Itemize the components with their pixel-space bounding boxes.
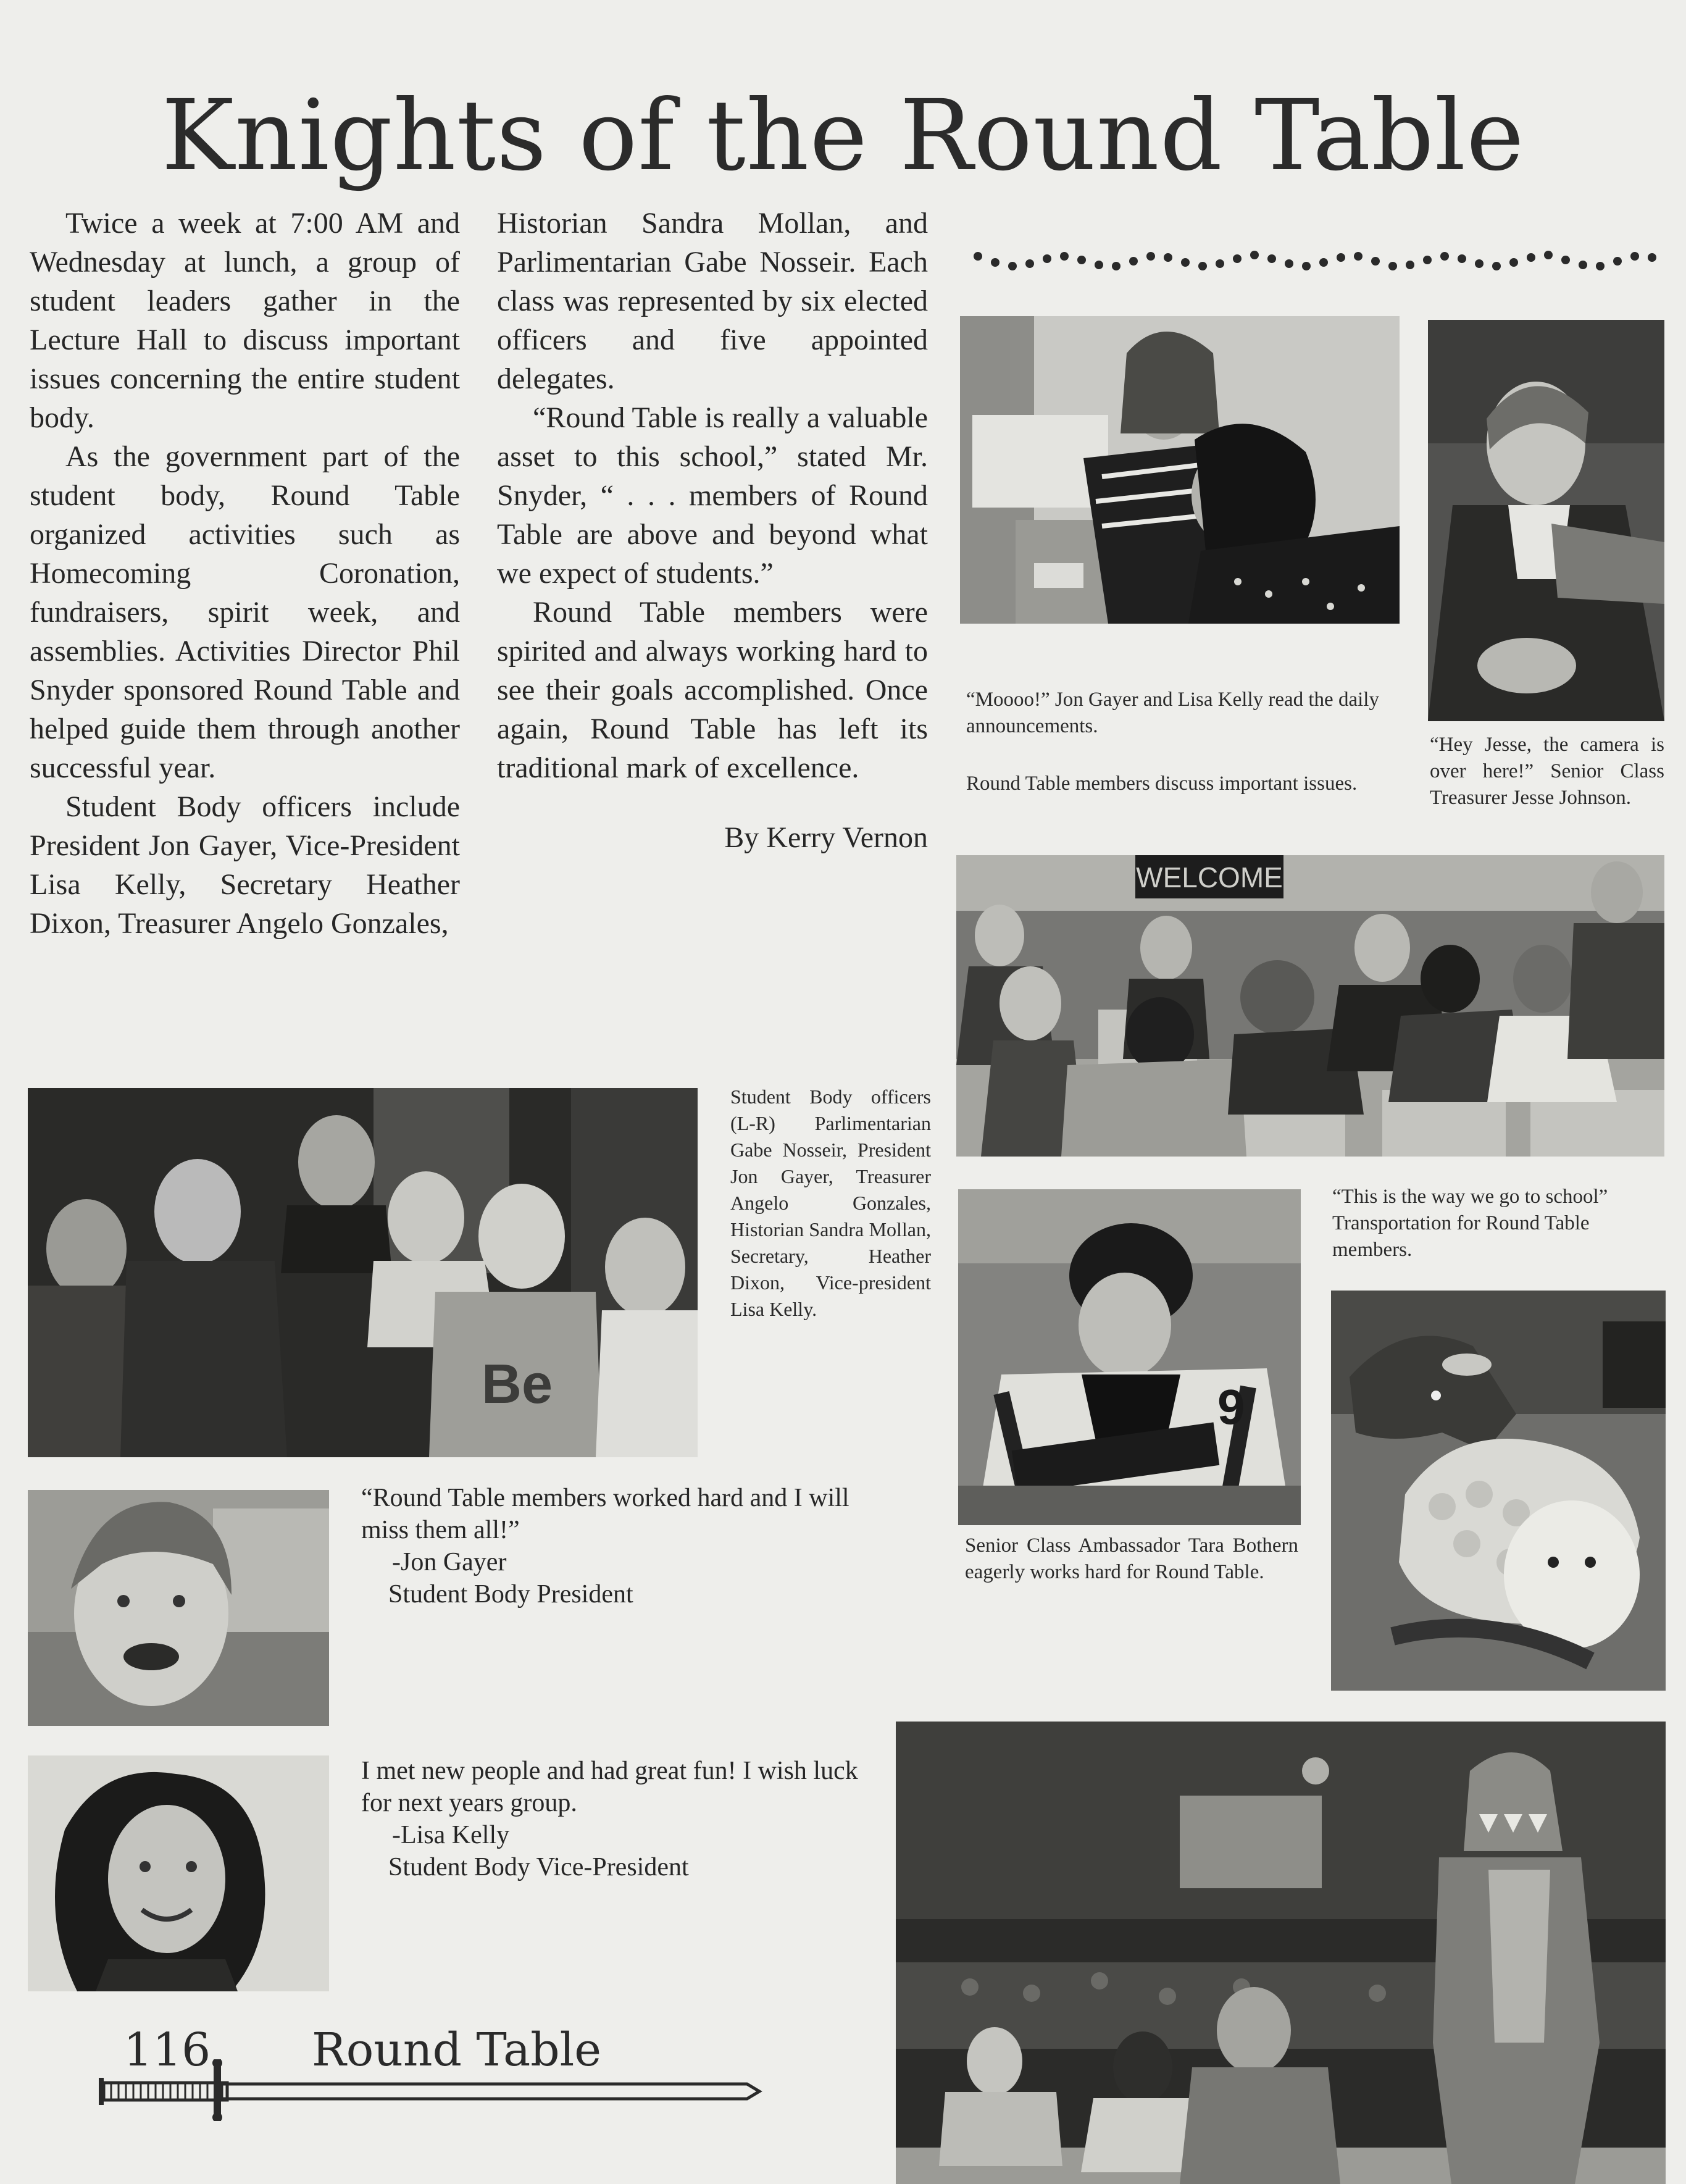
quote-jon-gayer <box>361 1482 886 1610</box>
photo-announcements <box>960 316 1400 624</box>
shirt-print: Be <box>482 1353 553 1415</box>
caption-transportation: “This is the way we go to school” Transportation for Round Table members. <box>1332 1186 1608 1261</box>
photo-jesse-johnson <box>1428 320 1664 721</box>
quote-role: Student Body Vice-President <box>388 1853 689 1881</box>
jacket-number: 9 <box>1217 1379 1245 1434</box>
article-paragraph: Round Table members were spirited and always working hard to see their goals accomplished. Once again, Round Table has left its traditional mark of excellence. <box>497 596 928 784</box>
article-paragraph: As the government part of the student body, Round Table organized activities such as Homecoming Coronation, fundraisers, spirit week, and assemblies. Activities Director Phil Snyder sponsored Round Table and helped guide them through another successful year. <box>30 440 460 784</box>
sword-icon <box>93 2059 772 2121</box>
article-column-2 <box>497 204 928 857</box>
byline: By Kerry Vernon <box>724 821 928 854</box>
quote-author: -Jon Gayer <box>392 1548 507 1576</box>
page-title: Knights of the Round Table <box>161 79 1525 193</box>
quote-text: I met new people and had great fun! I wish luck for next years group. <box>361 1757 858 1817</box>
article-paragraph: “Round Table is really a valuable asset to this school,” stated Mr. Snyder, “ . . . members of Round Table are above and beyond what we expect of students.” <box>497 401 928 590</box>
quote-author: -Lisa Kelly <box>392 1821 510 1849</box>
photo-student-body-officers <box>28 1088 698 1457</box>
caption-officers: Student Body officers (L-R) Parlimentarian Gabe Nosseir, President Jon Gayer, Treasurer Angelo Gonzales, Historian Sandra Mollan, Secretary, Heather Dixon, Vice-president Lisa Kelly. <box>730 1086 931 1320</box>
caption-discuss: Round Table members discuss important issues. <box>966 772 1358 795</box>
photo-gym-knight-dragon <box>896 1722 1666 2184</box>
caption-jesse: “Hey Jesse, the camera is over here!” Senior Class Treasurer Jesse Johnson. <box>1430 734 1664 809</box>
article-paragraph: Twice a week at 7:00 AM and Wednesday at lunch, a group of student leaders gather in the Lecture Hall to discuss important issues concerning the entire student body. <box>30 207 460 434</box>
page-number: 116 <box>123 2023 211 2077</box>
caption-tara: Senior Class Ambassador Tara Bothern eagerly works hard for Round Table. <box>965 1534 1298 1583</box>
article-paragraph: Historian Sandra Mollan, and Parlimentarian Gabe Nosseir. Each class was represented by six elected officers and five appointed delegates. <box>497 207 928 395</box>
quote-text: “Round Table members worked hard and I will miss them all!” <box>361 1484 849 1544</box>
article-column-1 <box>30 204 460 943</box>
caption-announcements: “Moooo!” Jon Gayer and Lisa Kelly read the daily announcements. <box>966 688 1379 737</box>
photo-members-discuss <box>956 855 1664 1157</box>
section-name: Round Table <box>312 2023 602 2077</box>
photo-lisa-kelly <box>28 1755 329 1991</box>
article-paragraph: Student Body officers include President Jon Gayer, Vice-President Lisa Kelly, Secretary Heather Dixon, Treasurer Angelo Gonzales, <box>30 790 460 940</box>
photo-hobby-horse <box>1331 1291 1666 1691</box>
quote-role: Student Body President <box>388 1580 633 1609</box>
photo-tara-bothern <box>958 1189 1301 1525</box>
welcome-sign: WELCOME <box>1136 861 1283 893</box>
dotted-border-decoration <box>969 244 1661 281</box>
photo-jon-gayer <box>28 1490 329 1726</box>
quote-lisa-kelly <box>361 1755 886 1883</box>
